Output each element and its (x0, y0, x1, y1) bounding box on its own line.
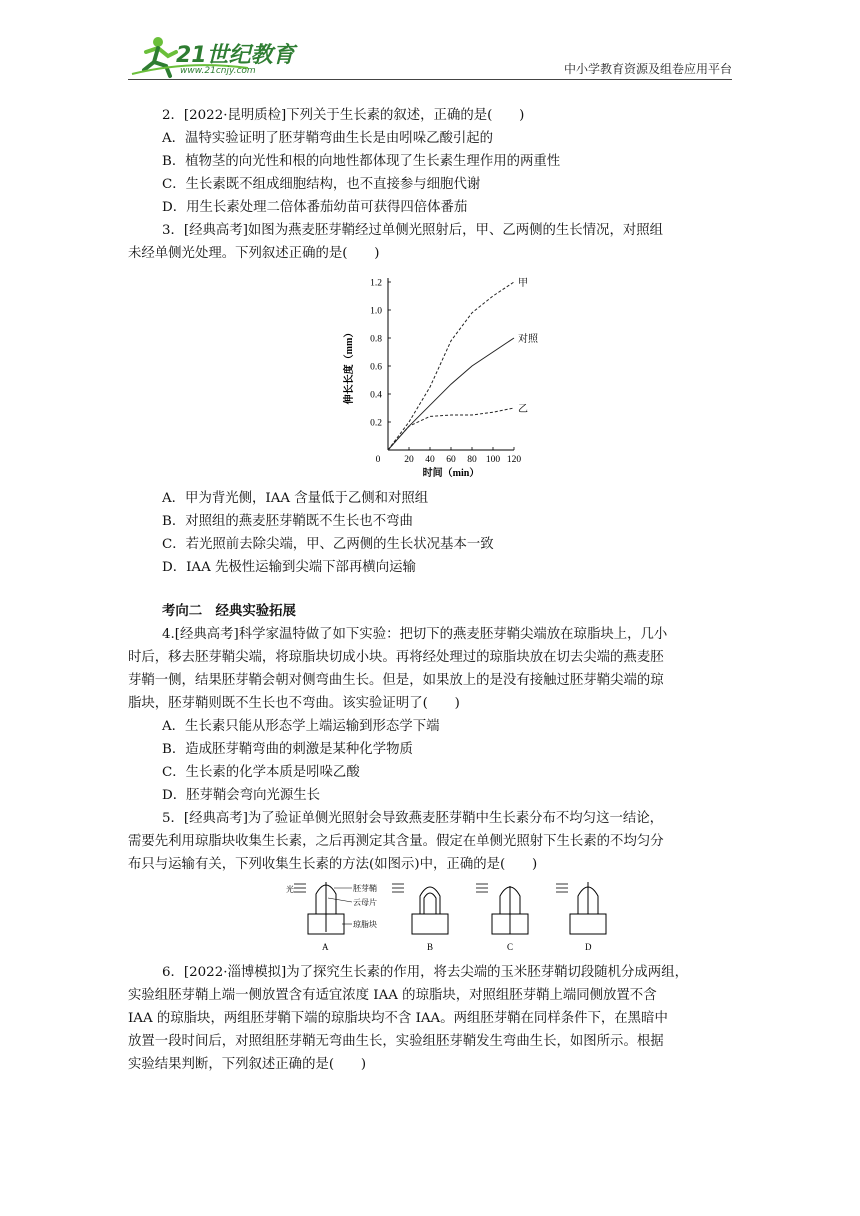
q3-stem-line1: 3．[经典高考]如图为燕麦胚芽鞘经过单侧光照射后，甲、乙两侧的生长情况，对照组 (162, 223, 664, 238)
y-tick-label: 0.8 (370, 334, 382, 345)
series-label-2: 乙 (518, 404, 528, 415)
q4-option-d: D．胚芽鞘会弯向光源生长 (162, 788, 321, 803)
y-tick-label: 1.2 (370, 278, 382, 289)
light-arrows-icon (556, 884, 568, 892)
panel-label-a: A (322, 942, 329, 952)
q4-option-a: A．生长素只能从形态学上端运输到形态学下端 (162, 719, 440, 734)
panel-label-d: D (585, 942, 592, 952)
header-divider (128, 79, 732, 80)
series-label-1: 对照 (518, 334, 538, 345)
light-arrows-icon (392, 884, 404, 892)
growth-line-chart (340, 270, 550, 480)
q4-line3: 芽鞘一侧，结果胚芽鞘会朝对侧弯曲生长。但是，如果放上的是没有接触过胚芽鞘尖端的琼 (128, 673, 664, 688)
q4-line2: 时后，移去胚芽鞘尖端，将琼脂块切成小块。再将经处理过的琼脂块放在切去尖端的燕麦胚 (128, 650, 664, 665)
q6-line4: 放置一段时间后，对照组胚芽鞘无弯曲生长，实验组胚芽鞘发生弯曲生长，如图所示。根据 (128, 1034, 664, 1049)
panel-c (476, 884, 528, 952)
q2-stem: 2．[2022·昆明质检]下列关于生长素的叙述，正确的是( ) (162, 108, 525, 123)
x-axis-label: 时间（min） (422, 468, 480, 479)
series-label-0: 甲 (518, 278, 528, 289)
site-logo (128, 30, 298, 80)
q6-line3: IAA 的琼脂块，两组胚芽鞘下端的琼脂块均不含 IAA。两组胚芽鞘在同样条件下，在黑暗中 (128, 1011, 668, 1026)
q4-option-b: B．造成胚芽鞘弯曲的刺激是某种化学物质 (162, 742, 413, 757)
q5-line1: 5．[经典高考]为了验证单侧光照射会导致燕麦胚芽鞘中生长素分布不均匀这一结论， (162, 811, 664, 826)
section-title: 考向二 经典实验拓展 (162, 604, 296, 619)
label-mica: 云母片 (353, 898, 377, 907)
q4-line4: 脂块，胚芽鞘则既不生长也不弯曲。该实验证明了( ) (128, 696, 460, 711)
series-line-0 (388, 282, 514, 450)
light-arrows-icon (476, 884, 488, 892)
panel-label-b: B (427, 942, 434, 952)
label-agar: 琼脂块 (353, 920, 377, 929)
panel-b (392, 884, 448, 952)
logo-text: 21世纪教育 (176, 43, 295, 68)
coleoptile-figure (280, 878, 610, 954)
light-label: 光 (286, 885, 294, 894)
series-line-1 (388, 338, 514, 450)
light-arrows-icon (294, 884, 306, 892)
x-tick-label: 120 (506, 455, 522, 465)
panel-label-c: C (507, 942, 514, 952)
platform-name: 中小学教育资源及组卷应用平台 (563, 62, 732, 76)
q2-option-c: C．生长素既不组成细胞结构，也不直接参与细胞代谢 (162, 177, 481, 192)
q6-line2: 实验组胚芽鞘上端一侧放置含有适宜浓度 IAA 的琼脂块，对照组胚芽鞘上端同侧放置不含 (128, 988, 657, 1003)
q4-option-c: C．生长素的化学本质是吲哚乙酸 (162, 765, 360, 780)
label-coleoptile: 胚芽鞘 (353, 884, 377, 893)
q2-option-d: D．用生长素处理二倍体番茄幼苗可获得四倍体番茄 (162, 200, 468, 215)
q3-option-b: B．对照组的燕麦胚芽鞘既不生长也不弯曲 (162, 514, 413, 529)
q3-option-a: A．甲为背光侧，IAA 含量低于乙侧和对照组 (162, 491, 429, 506)
q3-stem-line2: 未经单侧光处理。下列叙述正确的是( ) (128, 246, 380, 261)
q2-option-a: A．温特实验证明了胚芽鞘弯曲生长是由吲哚乙酸引起的 (162, 131, 494, 146)
x-tick-label: 0 (375, 455, 381, 465)
logo-url: www.21cnjy.com (180, 66, 256, 76)
q4-line1: 4.[经典高考]科学家温特做了如下实验：把切下的燕麦胚芽鞘尖端放在琼脂块上，几小 (162, 627, 668, 642)
q3-option-d: D．IAA 先极性运输到尖端下部再横向运输 (162, 560, 416, 575)
q3-option-c: C．若光照前去除尖端，甲、乙两侧的生长状况基本一致 (162, 537, 494, 552)
q5-line2: 需要先利用琼脂块收集生长素，之后再测定其含量。假定在单侧光照射下生长素的不均匀分 (128, 834, 664, 849)
x-tick-label: 100 (485, 455, 501, 465)
y-tick-label: 0.4 (370, 390, 382, 401)
panel-d (556, 882, 606, 952)
panel-a (286, 882, 377, 952)
q6-line5: 实验结果判断，下列叙述正确的是( ) (128, 1057, 367, 1072)
y-tick-label: 0.2 (370, 418, 382, 429)
q6-line1: 6．[2022·淄博模拟]为了探究生长素的作用，将去尖端的玉米胚芽鞘切段随机分成两组， (162, 965, 688, 980)
x-tick-label: 80 (467, 455, 477, 465)
x-tick-label: 60 (446, 455, 456, 465)
x-tick-label: 20 (404, 455, 414, 465)
y-tick-label: 0.6 (370, 362, 382, 373)
q5-line3: 布只与运输有关，下列收集生长素的方法(如图示)中，正确的是( ) (128, 857, 538, 872)
q2-option-b: B．植物茎的向光性和根的向地性都体现了生长素生理作用的两重性 (162, 154, 561, 169)
y-axis-label: 伸长长度（mm） (344, 327, 355, 405)
y-tick-label: 1.0 (370, 306, 382, 317)
x-tick-label: 40 (425, 455, 435, 465)
